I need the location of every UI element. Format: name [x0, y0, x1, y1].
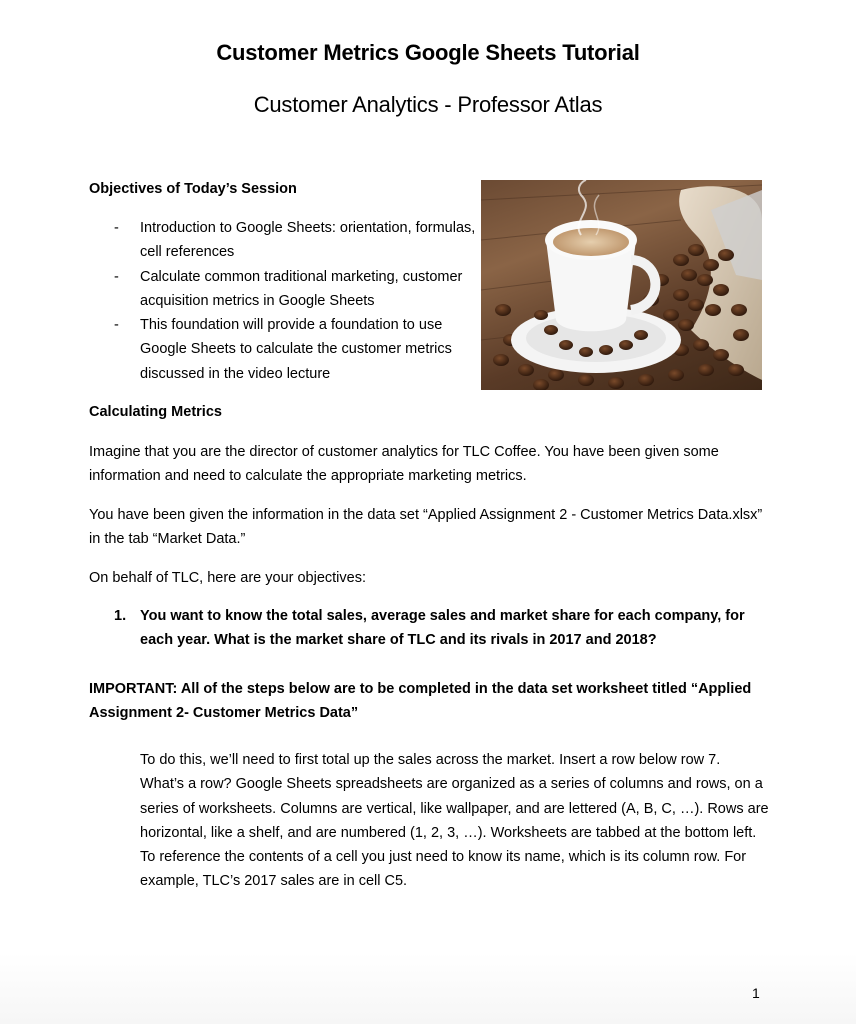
list-item — [89, 216, 479, 265]
dataset-paragraph: You have been given the information in the data set “Applied Assignment 2 - Customer Metrics Data.xlsx” in the tab “Market Data.” — [89, 507, 763, 548]
objectives-heading: Objectives of Today’s Session — [89, 181, 297, 197]
numbered-objectives-list — [89, 604, 769, 653]
list-item-text: This foundation will provide a foundation to use Google Sheets to calculate the customer metrics discussed in the video lecture — [140, 317, 452, 382]
document-title: Customer Metrics Google Sheets Tutorial — [216, 40, 640, 65]
list-item — [89, 313, 479, 386]
objectives-intro-paragraph: On behalf of TLC, here are your objectives: — [89, 570, 366, 586]
objectives-list — [89, 216, 479, 386]
document-subtitle: Customer Analytics - Professor Atlas — [253, 92, 603, 117]
bullet-dash: - — [114, 268, 119, 285]
bullet-dash: - — [114, 220, 119, 236]
list-item-text: Introduction to Google Sheets: orientation, formulas, cell references — [140, 220, 476, 261]
instruction-rows-explanation: What’s a row? Google Sheets spreadsheets are organized as a series of columns and rows, on a series of worksheets. Columns are vertical, like wallpaper, and are lettered (A, B, C, …). Rows are horizontal, like a shelf, and are numbered (1, 2, 3, …). Worksheets are tabbed at the bottom left. To reference the contents of a cell you just need to know its name, which is its column row. For example, TLC’s 2017 sales are in cell C5. — [140, 776, 769, 890]
intro-paragraph: Imagine that you are the director of customer analytics for TLC Coffee. You have been given some information and need to calculate the appropriate marketing metrics. — [89, 444, 719, 485]
coffee-cup-image-icon — [481, 180, 762, 390]
list-item-text: You want to know the total sales, average sales and market share for each company, for each year. What is the market share of TLC and its rivals in 2017 and 2018? — [140, 608, 745, 649]
list-number: 1. — [114, 608, 127, 624]
instruction-insert-row: To do this, we’ll need to first total up the sales across the market. Insert a row below row 7. — [140, 752, 721, 768]
instructions-block — [140, 748, 775, 894]
important-note: IMPORTANT: All of the steps below are to be completed in the data set worksheet titled “Applied Assignment 2- Customer Metrics Data” — [89, 681, 752, 722]
list-item-text: Calculate common traditional marketing, customer acquisition metrics in Google Sheets — [140, 268, 463, 309]
coffee-photo — [481, 180, 762, 390]
page-number: 1 — [752, 985, 760, 1001]
list-item — [89, 265, 479, 314]
list-item — [89, 604, 769, 653]
bullet-dash: - — [114, 317, 119, 334]
calculating-heading: Calculating Metrics — [89, 404, 222, 420]
